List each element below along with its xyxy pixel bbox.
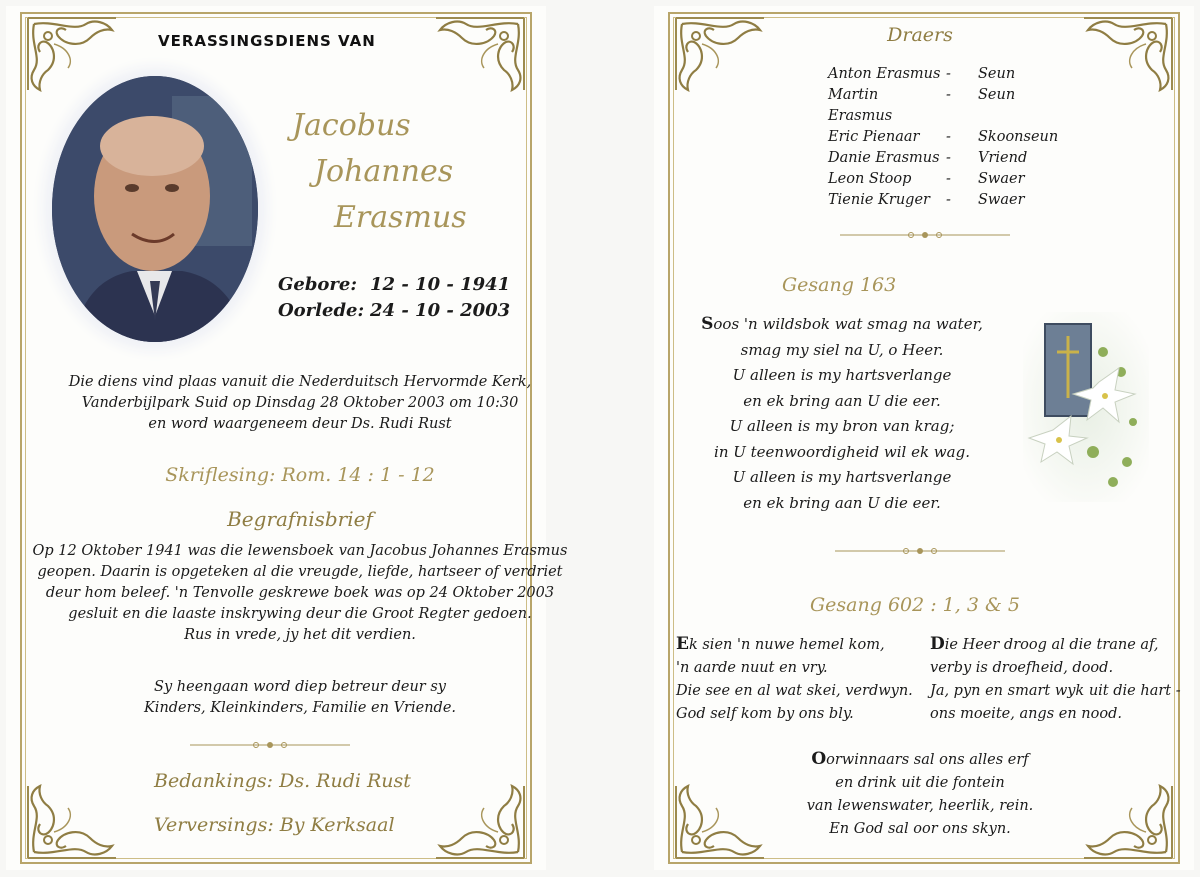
bearer-name: Leon Stoop [828, 171, 912, 187]
bearer-row [828, 169, 1088, 190]
bearer-relation: Skoonseun [978, 129, 1059, 145]
born-label: Gebore: [278, 274, 357, 295]
portrait-photo [52, 76, 258, 342]
corner-ornament-icon [1080, 782, 1176, 862]
hymn-163-title: Gesang 163 [782, 274, 897, 296]
hymn-line [676, 633, 936, 657]
scripture-reading: Skriflesing: Rom. 14 : 1 - 12 [165, 464, 435, 486]
hymn-line: En God sal oor ons skyn. [829, 821, 1011, 837]
lily-cross-image [1023, 312, 1149, 502]
hymn-line: en drink uit die fontein [835, 775, 1005, 791]
hymn-602-verse-3 [930, 633, 1190, 726]
bearer-row [828, 85, 1088, 127]
bearer-relation: Swaer [978, 192, 1025, 208]
mourning-note [40, 677, 560, 719]
bearers-title: Draers [887, 24, 953, 46]
bearer-relation: Swaer [978, 171, 1025, 187]
hymn-line: U alleen is my hartsverlange [732, 366, 952, 384]
hymn-line [790, 748, 1050, 772]
drop-cap: S [701, 314, 714, 334]
drop-cap: E [676, 634, 689, 654]
letter-line: geopen. Daarin is opgeteken al die vreugde, liefde, hartseer of verdriet [37, 564, 563, 580]
hymn-line-rest: k sien 'n nuwe hemel kom, [688, 637, 885, 653]
service-header: VERASSINGSDIENS VAN [158, 32, 376, 50]
hymn-line: van lewenswater, heerlik, rein. [806, 798, 1034, 814]
bearer-sep: - [946, 192, 951, 208]
bearer-row [828, 64, 1088, 85]
thanks: Bedankings: Ds. Rudi Rust [154, 770, 411, 792]
divider-ornament-icon [840, 230, 1010, 240]
corner-ornament-icon [672, 14, 768, 94]
divider-ornament-icon [835, 546, 1005, 556]
service-line: en word waargeneem deur Ds. Rudi Rust [148, 416, 452, 432]
letter-line: gesluit en die laaste inskrywing deur die Groot Regter gedoen. [68, 606, 532, 622]
bearer-relation: Seun [978, 87, 1016, 103]
drop-cap: O [811, 749, 827, 769]
drop-cap: D [930, 634, 945, 654]
hymn-line: smag my siel na U, o Heer. [740, 340, 944, 359]
bearer-relation: Seun [978, 66, 1016, 82]
service-line: Die diens vind plaas vanuit die Nederduitsch Hervormde Kerk, [68, 374, 532, 390]
letter-line: Op 12 Oktober 1941 was die lewensboek van Jacobus Johannes Erasmus [32, 543, 568, 559]
bearer-name: Tienie Kruger [828, 192, 930, 208]
hymn-line: ons moeite, angs en nood. [930, 706, 1122, 722]
mourn-line: Kinders, Kleinkinders, Familie en Vriende. [143, 700, 457, 716]
bearer-row [828, 190, 1088, 211]
born-date: 12 - 10 - 1941 [370, 274, 511, 295]
hymn-line-rest: orwinnaars sal ons alles erf [826, 752, 1029, 768]
hymn-line: U alleen is my bron van krag; [729, 417, 955, 435]
hymn-line: en ek bring aan U die eer. [743, 391, 941, 410]
corner-ornament-icon [432, 782, 528, 862]
corner-ornament-icon [24, 14, 120, 94]
bearer-row [828, 148, 1088, 169]
hymn-line: U alleen is my hartsverlange [732, 468, 952, 486]
died-label: Oorlede: [278, 300, 365, 321]
service-line: Vanderbijlpark Suid op Dinsdag 28 Oktober 2003 om 10:30 [81, 395, 519, 411]
hymn-line: 'n aarde nuut en vry. [676, 660, 828, 676]
hymn-line: en ek bring aan U die eer. [743, 493, 941, 512]
hymn-602-verse-5 [790, 748, 1050, 841]
bearer-relation: Vriend [978, 150, 1028, 166]
hymn-line: Die see en al wat skei, verdwyn. [676, 683, 913, 699]
died-date: 24 - 10 - 2003 [370, 300, 511, 321]
divider-ornament-icon [190, 740, 350, 750]
letter-line: deur hom beleef. 'n Tenvolle geskrewe boek was op 24 Oktober 2003 [45, 585, 555, 601]
hymn-line: Ja, pyn en smart wyk uit die hart - [930, 683, 1181, 699]
hymn-line: God self kom by ons bly. [676, 706, 854, 722]
hymn-line-rest: oos 'n wildsbok wat smag na water, [713, 315, 983, 333]
letter-line: Rus in vrede, jy het dit verdien. [184, 627, 416, 643]
hymn-163-text [662, 312, 1022, 516]
name-first: Jacobus [292, 108, 411, 143]
bearers-list [828, 64, 1088, 211]
corner-ornament-icon [1080, 14, 1176, 94]
bearer-name: Danie Erasmus [828, 150, 940, 166]
bearer-name: Martin Erasmus [828, 87, 893, 124]
corner-ornament-icon [24, 782, 120, 862]
bearer-sep: - [946, 87, 951, 103]
hymn-line [662, 312, 1022, 338]
bearer-sep: - [946, 171, 951, 187]
hymn-602-verse-1 [676, 633, 936, 726]
bearer-sep: - [946, 129, 951, 145]
funeral-letter [30, 541, 570, 646]
hymn-line [930, 633, 1190, 657]
name-last: Erasmus [334, 200, 467, 235]
bearer-sep: - [946, 66, 951, 82]
corner-ornament-icon [672, 782, 768, 862]
bearer-name: Anton Erasmus [828, 66, 941, 82]
bearer-name: Eric Pienaar [828, 129, 920, 145]
service-info [40, 372, 560, 435]
bearer-sep: - [946, 150, 951, 166]
name-middle: Johannes [314, 154, 454, 189]
corner-ornament-icon [432, 14, 528, 94]
letter-title: Begrafnisbrief [227, 507, 373, 531]
refreshments: Verversings: By Kerksaal [154, 814, 395, 836]
hymn-602-title: Gesang 602 : 1, 3 & 5 [810, 594, 1021, 616]
bearer-row [828, 127, 1088, 148]
mourn-line: Sy heengaan word diep betreur deur sy [154, 679, 446, 695]
dates-block [278, 272, 510, 324]
hymn-line-rest: ie Heer droog al die trane af, [944, 637, 1159, 653]
hymn-line: in U teenwoordigheid wil ek wag. [714, 442, 970, 461]
hymn-line: verby is droefheid, dood. [930, 660, 1114, 676]
